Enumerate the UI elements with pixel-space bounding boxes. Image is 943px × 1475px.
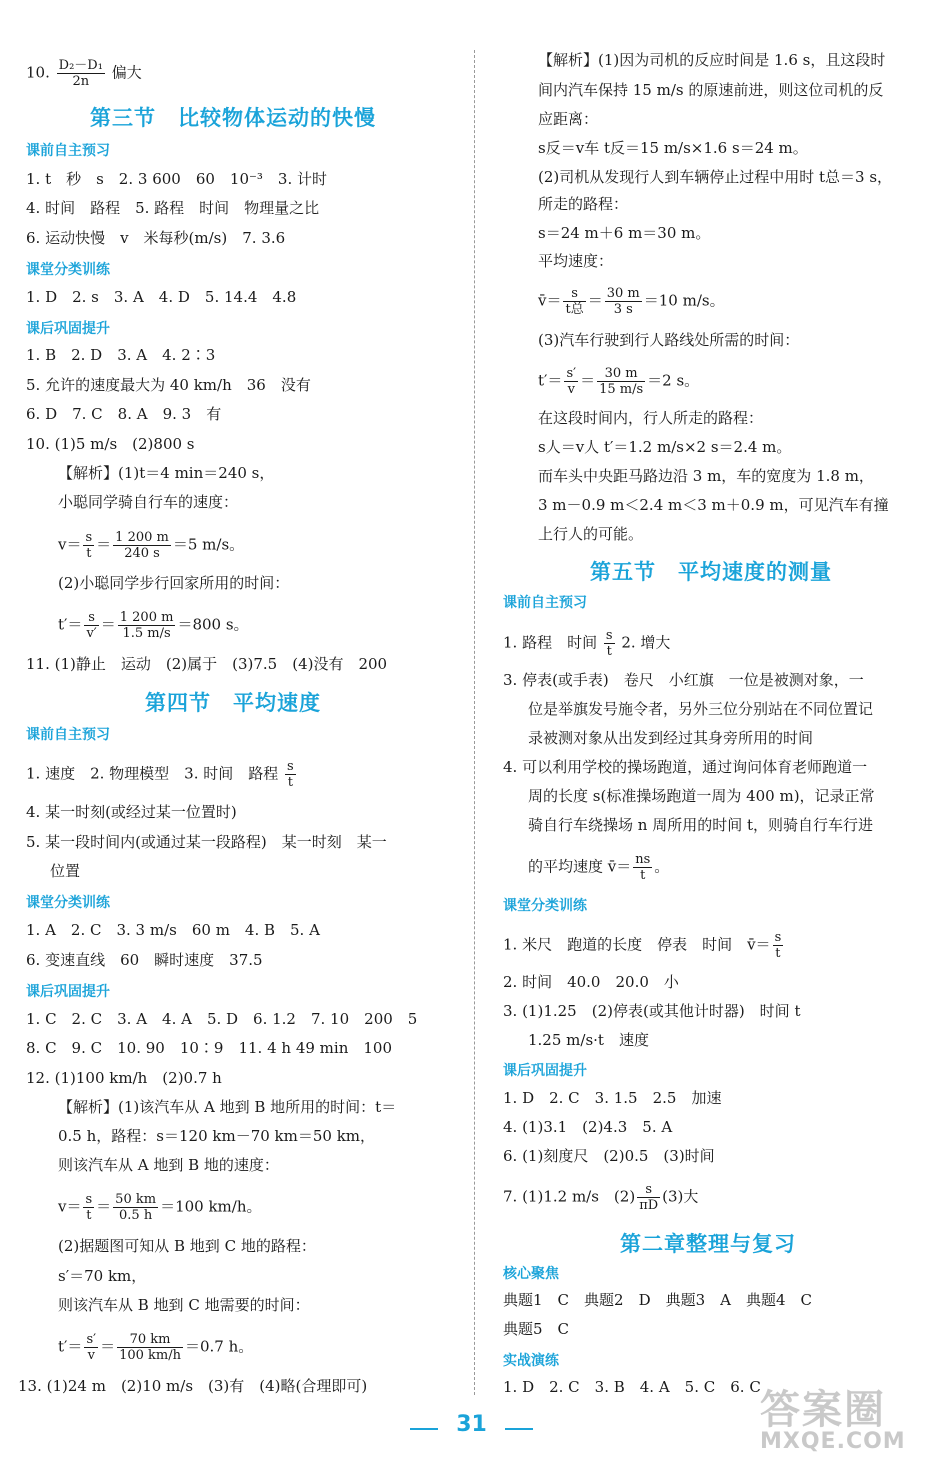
watermark-logo: 答案圈 MXQE.COM: [760, 1387, 906, 1454]
answer-line: 典题5 C: [503, 1320, 570, 1338]
formula-time-bc: t′＝ $\frac{s'}{v}$ ＝ $\frac{70 km}{100 km/h}$ ＝0.7 h。: [58, 1332, 254, 1363]
formula-speed: v＝ $\frac{s}{t}$ ＝ $\frac{1 200 m}{240 s}$ ＝5 m/s。: [58, 530, 245, 561]
answer-line: 1. A 2. C 3. 3 m/s 60 m 4. B 5. A: [26, 921, 320, 939]
analysis-line: 上行人的可能。: [538, 525, 644, 543]
answer-line: 1. 路程 时间 $\frac{s}{t}$ 2. 增大: [503, 628, 671, 659]
answer-line: 1. t 秒 s 2. 3 600 60 10⁻³ 3. 计时: [26, 170, 328, 188]
answer-line: 7. (1)1.2 m/s (2) $\frac{s}{\pi D}$ (3)大: [503, 1182, 699, 1213]
column-divider: [474, 50, 475, 1395]
analysis-line: 而车头中央距马路边沿 3 m，车的宽度为 1.8 m，: [538, 467, 874, 485]
answer-line: 13. (1)24 m (2)10 m/s (3)有 (4)略(合理即可): [18, 1377, 368, 1395]
answer-line: 8. C 9. C 10. 90 10∶9 11. 4 h 49 min 100: [26, 1039, 392, 1057]
answer-line: 6. 变速直线 60 瞬时速度 37.5: [26, 951, 263, 969]
analysis-line: 【解析】(1)该汽车从 A 地到 B 地所用的时间：t＝: [58, 1098, 397, 1116]
q10-answer: 10. $\frac{\text{D₂－D₁}}{2n}$ 偏大: [26, 58, 142, 89]
answer-line: 1.25 m/s·t 速度: [528, 1031, 649, 1049]
section4-preview-heading: 课前自主预习: [26, 727, 110, 743]
analysis-line: 应距离：: [538, 110, 599, 128]
analysis-line: s′＝70 km，: [58, 1267, 147, 1285]
section5-after-heading: 课后巩固提升: [503, 1063, 587, 1079]
answer-line: 1. 米尺 跑道的长度 停表 时间 v̄＝ $\frac{s}{t}$: [503, 930, 782, 961]
analysis-line: 0.5 h，路程：s＝120 km－70 km＝50 km，: [58, 1127, 376, 1145]
formula-time-walk: t′＝ $\frac{s'}{v}$ ＝ $\frac{30 m}{15 m/s}$ ＝2 s。: [538, 366, 700, 397]
answer-line: 4. 某一时刻(或经过某一位置时): [26, 803, 237, 821]
answer-line: 2. 时间 40.0 20.0 小: [503, 973, 679, 991]
analysis-line: (3)汽车行驶到行人路线处所需的时间：: [538, 331, 800, 349]
section5-title: 第五节 平均速度的测量: [590, 560, 832, 584]
analysis-line: 【解析】(1)t＝4 min＝240 s，: [58, 464, 275, 482]
answer-line: 1. D 2. C 3. B 4. A 5. C 6. C: [503, 1378, 761, 1396]
section3-class-heading: 课堂分类训练: [26, 262, 110, 278]
analysis-line: s反＝v车 t反＝15 m/s×1.6 s＝24 m。: [538, 139, 808, 157]
answer-line: 1. C 2. C 3. A 4. A 5. D 6. 1.2 7. 10 200 5: [26, 1010, 418, 1028]
analysis-line: (2)司机从发现行人到车辆停止过程中用时 t总＝3 s，: [538, 168, 893, 186]
section5-class-heading: 课堂分类训练: [503, 898, 587, 914]
formula-avg-speed: v̄＝ $\frac{s}{\text{t总}}$ ＝ $\frac{30 m}{3 s}$ ＝10 m/s。: [538, 286, 725, 317]
practice-heading: 实战演练: [503, 1353, 559, 1369]
section4-title: 第四节 平均速度: [145, 691, 321, 715]
answer-line: 6. (1)刻度尺 (2)0.5 (3)时间: [503, 1147, 715, 1165]
answer-line: 6. 运动快慢 v 米每秒(m/s) 7. 3.6: [26, 229, 286, 247]
section3-after-heading: 课后巩固提升: [26, 321, 110, 337]
analysis-line: (2)据题图可知从 B 地到 C 地的路程：: [58, 1237, 316, 1255]
answer-line: 5. 允许的速度最大为 40 km/h 36 没有: [26, 376, 311, 394]
analysis-line: 则该汽车从 A 地到 B 地的速度：: [58, 1156, 279, 1174]
answer-line: 4. (1)3.1 (2)4.3 5. A: [503, 1118, 673, 1136]
answer-line: 4. 时间 路程 5. 路程 时间 物理量之比: [26, 199, 320, 217]
section5-preview-heading: 课前自主预习: [503, 595, 587, 611]
page-number: 31: [456, 1412, 487, 1437]
analysis-line: s＝24 m＋6 m＝30 m。: [538, 224, 711, 242]
analysis-line: (2)小聪同学步行回家所用的时间：: [58, 574, 290, 592]
answer-line: 3. 停表(或手表) 卷尺 小红旗 一位是被测对象，一: [503, 671, 864, 689]
analysis-line: 【解析】(1)因为司机的反应时间是 1.6 s，且这段时: [538, 51, 886, 69]
answer-line: 位置: [50, 862, 81, 880]
page-number-dash-right: [505, 1428, 533, 1430]
answer-line: 1. D 2. s 3. A 4. D 5. 14.4 4.8: [26, 288, 297, 306]
analysis-line: 在这段时间内，行人所走的路程：: [538, 409, 764, 427]
answer-line: 1. D 2. C 3. 1.5 2.5 加速: [503, 1089, 722, 1107]
section4-after-heading: 课后巩固提升: [26, 984, 110, 1000]
analysis-line: 小聪同学骑自行车的速度：: [58, 493, 239, 511]
answer-line: 录被测对象从出发到经过其身旁所用的时间: [528, 729, 814, 747]
answer-line: 位是举旗发号施令者，另外三位分别站在不同位置记: [528, 700, 874, 718]
answer-line: 1. 速度 2. 物理模型 3. 时间 路程 $\frac{s}{t}$: [26, 759, 294, 790]
answer-line: 1. B 2. D 3. A 4. 2∶3: [26, 346, 216, 364]
section3-title: 第三节 比较物体运动的快慢: [90, 106, 376, 130]
analysis-line: s人＝v人 t′＝1.2 m/s×2 s＝2.4 m。: [538, 438, 792, 456]
answer-line: 10. (1)5 m/s (2)800 s: [26, 435, 195, 453]
analysis-line: 平均速度：: [538, 252, 614, 270]
answer-line: 11. (1)静止 运动 (2)属于 (3)7.5 (4)没有 200: [26, 655, 388, 673]
q10-fraction: $\frac{\text{D₂－D₁}}{2n}$: [58, 58, 103, 89]
formula-speed-ab: v＝ $\frac{s}{t}$ ＝ $\frac{50 km}{0.5 h}$ ＝100 km/h。: [58, 1192, 262, 1223]
section3-preview-heading: 课前自主预习: [26, 143, 110, 159]
analysis-line: 则该汽车从 B 地到 C 地需要的时间：: [58, 1296, 310, 1314]
answer-line: 的平均速度 v̄＝ $\frac{ns}{t}$ 。: [528, 852, 670, 883]
core-focus-heading: 核心聚焦: [503, 1266, 559, 1282]
analysis-line: 间内汽车保持 15 m/s 的原速前进，则这位司机的反: [538, 81, 884, 99]
answer-line: 周的长度 s(标准操场跑道一周为 400 m)，记录正常: [528, 787, 875, 805]
answer-line: 4. 可以利用学校的操场跑道，通过询问体育老师跑道一: [503, 758, 868, 776]
answer-line: 6. D 7. C 8. A 9. 3 有: [26, 405, 222, 423]
chapter2-review-title: 第二章整理与复习: [620, 1232, 796, 1256]
answer-line: 骑自行车绕操场 n 周所用的时间 t，则骑自行车行进: [528, 816, 873, 834]
answer-line: 5. 某一段时间内(或通过某一段路程) 某一时刻 某一: [26, 833, 387, 851]
analysis-line: 所走的路程：: [538, 195, 629, 213]
section4-class-heading: 课堂分类训练: [26, 895, 110, 911]
answer-line: 12. (1)100 km/h (2)0.7 h: [26, 1069, 222, 1087]
answer-line: 3. (1)1.25 (2)停表(或其他计时器) 时间 t: [503, 1002, 801, 1020]
analysis-line: 3 m－0.9 m＜2.4 m＜3 m＋0.9 m，可见汽车有撞: [538, 496, 889, 514]
formula-time: t′＝ $\frac{s}{v'}$ ＝ $\frac{1 200 m}{1.5 m/s}$ ＝800 s。: [58, 610, 249, 641]
answer-line: 典题1 C 典题2 D 典题3 A 典题4 C: [503, 1291, 812, 1309]
